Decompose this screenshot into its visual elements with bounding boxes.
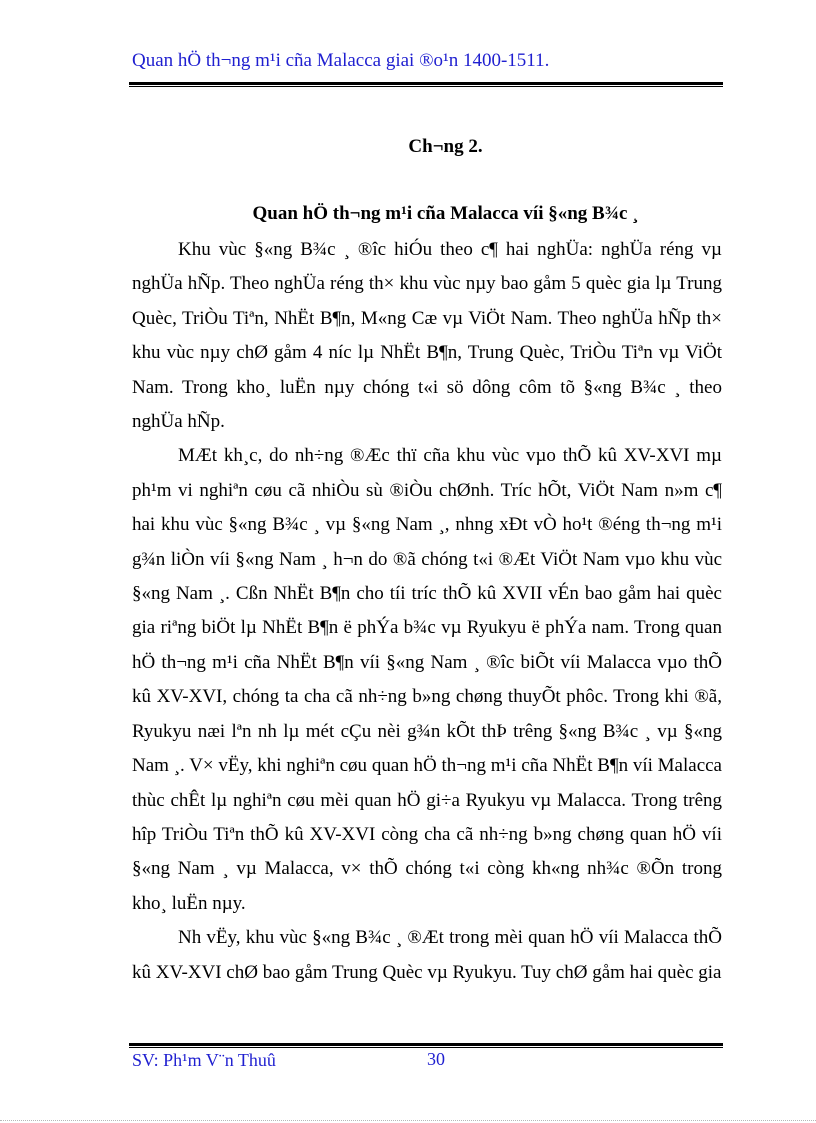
paragraph-2: MÆt kh¸c, do nh÷ng ®Æc thï cña khu vùc vµo thÕ kû XV-XVI mµ ph¹m vi nghiªn cøu cã nhiÒu sù ®iÒu chØnh. Tríc hÕt, ViÖt Nam n»m c¶ hai khu vùc §«ng B¾c ¸ vµ §«ng Nam ¸, nhng xÐt vÒ ho¹t ®éng th¬ng m¹i g¾n liÒn víi §«ng Nam ¸ h¬n do ®ã chóng t«i ®Æt ViÖt Nam vµo khu vùc §«ng Nam ¸. Cßn NhËt B¶n cho tíi tríc thÕ kû XVII vÉn bao gåm hai quèc gia riªng biÖt lµ NhËt B¶n ë phÝa b¾c vµ Ryukyu ë phÝa nam. Trong quan hÖ th¬ng m¹i cña NhËt B¶n víi §«ng Nam ¸ ®îc biÕt víi Malacca vµo thÕ kû XV-XVI, chóng ta cha cã nh÷ng b»ng chøng thuyÕt phôc. Trong khi ®ã, Ryukyu næi lªn nh lµ mét cÇu nèi g¾n kÕt thÞ trêng §«ng B¾c ¸ vµ §«ng Nam ¸. V× vËy, khi nghiªn cøu quan hÖ th¬ng m¹i cña NhËt B¶n víi Malacca thùc chÊt lµ nghiªn cøu mèi quan hÖ gi÷a Ryukyu vµ Malacca. Trong trêng hîp TriÒu Tiªn thÕ kû XV-XVI còng cha cã nh÷ng b»ng chøng quan hÖ víi §«ng Nam ¸ vµ Malacca, v× thÕ chóng t«i còng kh«ng nh¾c ®Õn trong kho¸ luËn nµy.: [132, 445, 722, 914]
running-header-title: Quan hÖ th¬ng m¹i cña Malacca giai ®o¹n 1400-1511.: [132, 50, 550, 71]
paragraph-3: Nh vËy, khu vùc §«ng B¾c ¸ ®Æt trong mèi quan hÖ víi Malacca thÕ kû XV-XVI chØ bao gåm Trung Quèc vµ Ryukyu. Tuy chØ gåm hai quèc gia: [132, 927, 722, 983]
body-text: [132, 233, 722, 990]
header-divider-thin: [129, 86, 723, 87]
page-number: 30: [427, 1049, 445, 1069]
footer-author: SV: Ph¹m V¨n Thuû: [132, 1050, 276, 1070]
page-edge: [0, 1120, 816, 1121]
footer-divider-thin: [129, 1047, 723, 1048]
footer-divider: [129, 1043, 723, 1046]
section-heading: Quan hÖ th¬ng m¹i cña Malacca víi §«ng B¾c ¸: [252, 203, 639, 224]
header-divider: [129, 82, 723, 85]
chapter-heading: Ch¬ng 2.: [408, 136, 483, 157]
paragraph-1: Khu vùc §«ng B¾c ¸ ®îc hiÓu theo c¶ hai nghÜa: nghÜa réng vµ nghÜa hÑp. Theo nghÜa réng th× khu vùc nµy bao gåm 5 quèc gia lµ Trung Quèc, TriÒu Tiªn, NhËt B¶n, M«ng Cæ vµ ViÖt Nam. Theo nghÜa hÑp th× khu vùc nµy chØ gåm 4 níc lµ NhËt B¶n, Trung Quèc, TriÒu Tiªn vµ ViÖt Nam. Trong kho¸ luËn nµy chóng t«i sö dông côm tõ §«ng B¾c ¸ theo nghÜa hÑp.: [132, 239, 722, 433]
